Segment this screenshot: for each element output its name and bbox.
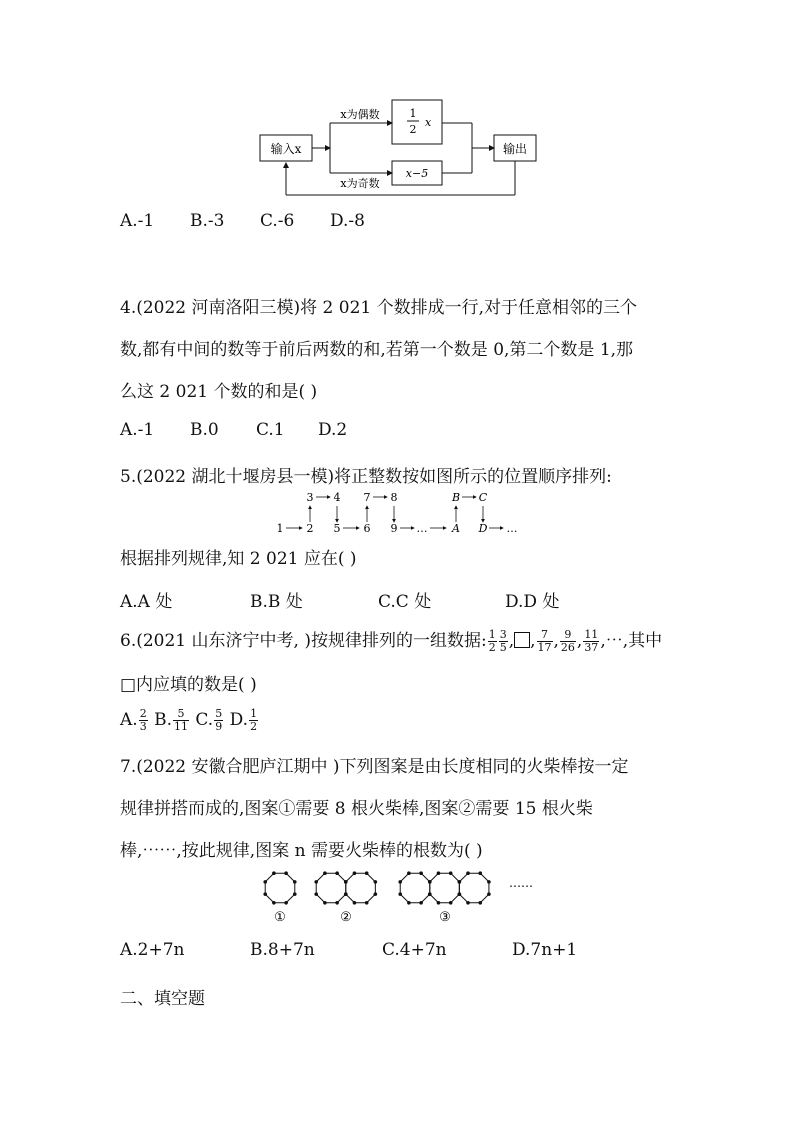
matchstick-joint [335, 901, 339, 905]
matchstick-joint [374, 892, 378, 896]
octagon-5 [459, 873, 489, 903]
top-8: 8 [390, 491, 398, 504]
matchstick-joint [323, 871, 327, 875]
even-label: x为偶数 [340, 108, 380, 121]
top-4: 4 [333, 491, 341, 504]
matchstick-joint [449, 901, 453, 905]
octagon-3 [400, 873, 430, 903]
q6-option-a: A. $\frac{2}{3}$ [120, 707, 147, 733]
q5-line-2: 根据排列规律,知 2 021 应在( ) [120, 549, 357, 569]
q5-option-d: D.D 处 [505, 592, 560, 612]
matchstick-joint [407, 901, 411, 905]
q4-line-3: 么这 2 021 个数的和是( ) [120, 382, 318, 402]
q6-frac-2: $\frac{3}{5}$ [499, 628, 507, 654]
half-num: 1 [409, 107, 417, 120]
matchstick-joint [407, 871, 411, 875]
octagon-2 [346, 873, 376, 903]
q6-suffix: ,⋯,其中 [600, 631, 663, 651]
q4-option-d: D.2 [318, 420, 348, 440]
matchstick-joint [458, 892, 462, 896]
q6-option-b: B. $\frac{5}{11}$ [154, 707, 188, 733]
matchstick-joint [272, 901, 276, 905]
blank-box [514, 632, 530, 648]
top-b: B [451, 491, 461, 504]
matchstick-joint [335, 871, 339, 875]
bottom-dots-1: … [416, 522, 428, 535]
matchstick-joint [314, 880, 318, 884]
q4-line-2: 数,都有中间的数等于前后两数的和,若第一个数是 0,第二个数是 1,那 [120, 340, 634, 360]
q5-option-c: C.C 处 [378, 592, 432, 612]
minus-label: x−5 [405, 167, 429, 180]
bottom-1: 1 [276, 522, 284, 535]
bottom-6: 6 [363, 522, 371, 535]
top-7: 7 [363, 491, 371, 504]
matchstick-joint [344, 892, 348, 896]
matchstick-joint [263, 892, 267, 896]
bottom-dots-2: … [437, 524, 439, 525]
matchstick-joint [478, 901, 482, 905]
q5-option-b: B.B 处 [250, 592, 303, 612]
matchstick-joint [428, 892, 432, 896]
matchstick-joint [437, 901, 441, 905]
octagon-0 [265, 873, 295, 903]
bottom-5: 5 [333, 522, 341, 535]
half-box [392, 100, 442, 144]
pattern-label-2: ② [340, 910, 352, 925]
q3-option-b: B.-3 [190, 211, 225, 231]
q7-line-1: 7.(2022 安徽合肥庐江期中 )下列图案是由长度相同的火柴棒按一定 [120, 757, 629, 777]
matchstick-joint [293, 880, 297, 884]
q3-option-c: C.-6 [260, 211, 295, 231]
matchstick-pattern-diagram [255, 866, 545, 926]
half-var: x [425, 116, 432, 129]
matchstick-joint [419, 871, 423, 875]
matchstick-joint [293, 892, 297, 896]
number-arrangement-diagram [270, 486, 530, 538]
q7-option-d: D.7n+1 [512, 940, 578, 960]
matchstick-joint [353, 871, 357, 875]
matchstick-joint [284, 871, 288, 875]
q6-line-1: 6.(2021 山东济宁中考, )按规律排列的一组数据: $\frac{1}{2}$ $\frac{3}{5}$ , , $\frac{7}{17}$ , $\frac{9}{26}$ , $\frac{11}{37}$ ,⋯,其中 [120, 628, 663, 654]
matchstick-joint [449, 871, 453, 875]
q7-line-3: 棒,⋯⋯,按此规律,图案 n 需要火柴棒的根数为( ) [120, 841, 483, 861]
q7-option-b: B.8+7n [250, 940, 315, 960]
matchstick-joint [344, 880, 348, 884]
matchstick-joint [458, 880, 462, 884]
q7-line-2: 规律拼搭而成的,图案①需要 8 根火柴棒,图案②需要 15 根火柴 [120, 799, 593, 819]
output-label: 输出 [502, 142, 528, 156]
q6-options [120, 708, 259, 733]
matchstick-joint [323, 901, 327, 905]
q4-option-b: B.0 [190, 420, 219, 440]
matchstick-joint [466, 871, 470, 875]
matchstick-joint [466, 901, 470, 905]
pattern-label-1: ① [274, 910, 286, 925]
q3-option-d: D.-8 [330, 211, 365, 231]
top-3: 3 [306, 491, 314, 504]
matchstick-joint [314, 892, 318, 896]
q4-line-1: 4.(2022 河南洛阳三模)将 2 021 个数排成一行,对于任意相邻的三个 [120, 298, 638, 318]
bottom-a: A [452, 522, 460, 535]
matchstick-joint [263, 880, 267, 884]
matchstick-joint [374, 880, 378, 884]
matchstick-joint [398, 880, 402, 884]
matchstick-joint [437, 871, 441, 875]
matchstick-joint [365, 871, 369, 875]
q5-line-1: 5.(2022 湖北十堰房县一模)将正整数按如图所示的位置顺序排列: [120, 467, 612, 487]
matchstick-joint [487, 880, 491, 884]
q6-option-d: D. $\frac{1}{2}$ [229, 707, 258, 733]
q6-frac-5: $\frac{11}{37}$ [584, 628, 599, 654]
bottom-d: D [478, 522, 488, 535]
odd-label: x为奇数 [340, 177, 380, 190]
half-den: 2 [409, 123, 417, 136]
section-heading: 二、填空题 [120, 989, 205, 1009]
matchstick-joint [419, 901, 423, 905]
q6-prefix: 6.(2021 山东济宁中考, )按规律排列的一组数据: [120, 631, 487, 651]
matchstick-joint [398, 892, 402, 896]
matchstick-joint [428, 880, 432, 884]
pattern-ellipsis: ⋯⋯ [509, 879, 533, 893]
input-label: 输入x [270, 142, 302, 156]
q7-option-a: A.2+7n [120, 940, 185, 960]
q4-option-c: C.1 [256, 420, 285, 440]
matchstick-joint [478, 871, 482, 875]
top-c: C [478, 491, 488, 504]
matchstick-joint [272, 871, 276, 875]
q3-option-a: A.-1 [120, 211, 155, 231]
q6-line-2: □内应填的数是( ) [120, 675, 257, 695]
q7-option-c: C.4+7n [382, 940, 447, 960]
matchstick-joint [487, 892, 491, 896]
octagon-4 [430, 873, 460, 903]
q6-frac-4: $\frac{9}{26}$ [560, 628, 575, 654]
bottom-2: 2 [306, 522, 314, 535]
q6-frac-3: $\frac{7}{17}$ [537, 628, 552, 654]
flowchart-diagram [255, 95, 545, 205]
bottom-9: 9 [390, 522, 398, 535]
matchstick-joint [284, 901, 288, 905]
q5-option-a: A.A 处 [120, 592, 173, 612]
pattern-label-3: ③ [439, 910, 451, 925]
q4-option-a: A.-1 [120, 420, 155, 440]
matchstick-joint [353, 901, 357, 905]
matchstick-joint [365, 901, 369, 905]
q6-frac-1: $\frac{1}{2}$ [488, 628, 496, 654]
q6-option-c: C. $\frac{5}{9}$ [195, 707, 223, 733]
octagon-1 [316, 873, 346, 903]
bottom-dots-3: … [506, 522, 518, 535]
